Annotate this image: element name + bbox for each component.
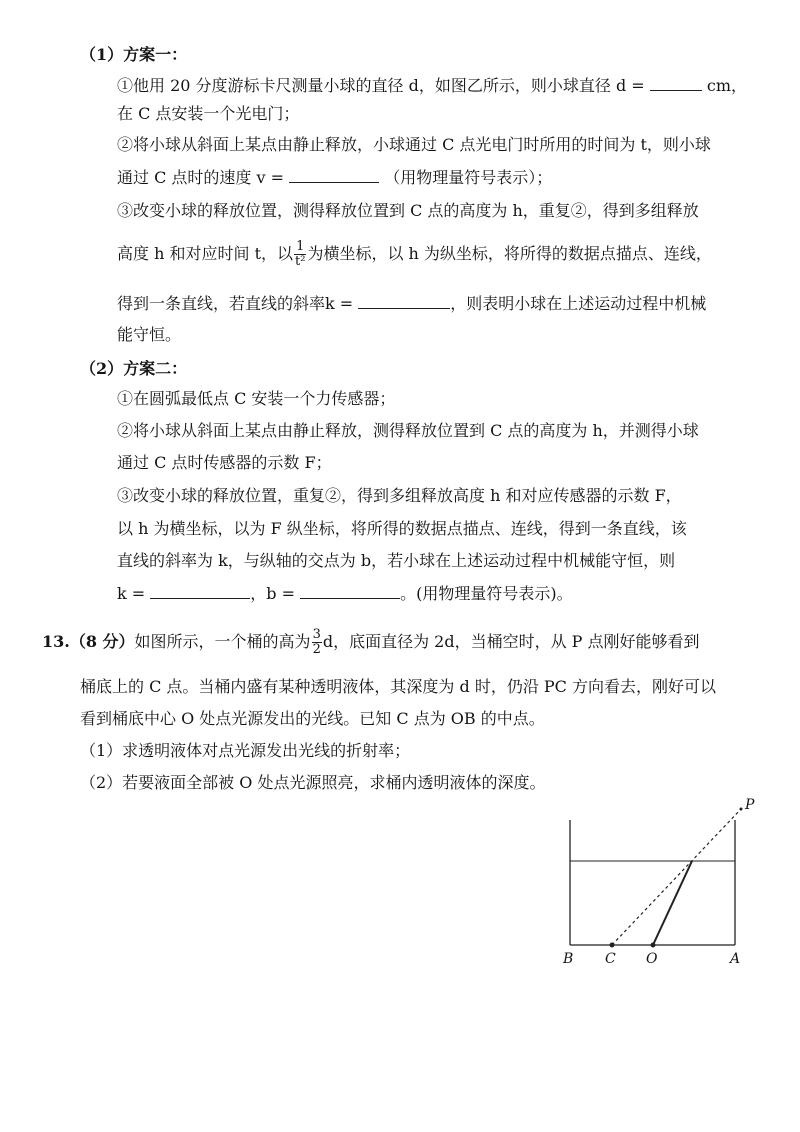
part2-step3-line4: [117, 582, 573, 605]
q13-number: 13.（8 分）: [42, 632, 135, 651]
part1-step3-line1: ③改变小球的释放位置，测得释放位置到 C 点的高度为 h，重复②，得到多组释放: [117, 201, 699, 220]
bucket-figure: [555, 795, 770, 970]
q13-line3: 看到桶底中心 O 处点光源发出的光线。已知 C 点为 OB 的中点。: [80, 709, 545, 728]
part2-note: 。(用物理量符号表示)。: [400, 584, 573, 603]
part2-heading: （2）方案二：: [80, 359, 188, 378]
q13-line1: [42, 628, 700, 657]
answer-blank-b[interactable]: [300, 582, 400, 599]
light-ray-from-o: [653, 861, 692, 945]
part1-step3-line2: [117, 240, 712, 269]
answer-blank-diameter[interactable]: [650, 74, 702, 91]
part1-step3-line3: [117, 292, 706, 315]
q13-text-a: 如图所示，一个桶的高为: [134, 632, 311, 651]
part2-b-label: ，b =: [250, 584, 296, 603]
label-c: C: [605, 951, 616, 967]
part1-step2-line1: ②将小球从斜面上某点由静止释放，小球通过 C 点光电门时所用的时间为 t，则小球: [117, 135, 711, 154]
part2-step3-line1: ③改变小球的释放位置，重复②，得到多组释放高度 h 和对应传感器的示数 F，: [117, 486, 682, 505]
part1-step3-line4: 能守恒。: [117, 325, 182, 344]
label-a: A: [730, 951, 741, 967]
part1-step3-text-a: 高度 h 和对应时间 t，以: [117, 244, 293, 263]
label-b: B: [563, 951, 574, 967]
fraction-three-halves: $\frac{3}{2}$: [312, 627, 321, 657]
part1-step1-line2: 在 C 点安装一个光电门；: [117, 104, 300, 123]
part1-step1-text: ①他用 20 分度游标卡尺测量小球的直径 d，如图乙所示，则小球直径 d =: [117, 76, 645, 95]
part2-step1: ①在圆弧最低点 C 安装一个力传感器；: [117, 389, 396, 408]
point-o-dot: [651, 943, 656, 948]
label-o: O: [646, 951, 658, 967]
fraction-one-over-t-squared: $\frac{1}{\text{t²}}$: [295, 239, 306, 269]
label-p: P: [745, 797, 755, 813]
part1-step2-text: 通过 C 点时的速度 v =: [117, 168, 285, 187]
point-p-dot: [740, 808, 743, 811]
q13-text-b: d，底面直径为 2d，当桶空时，从 P 点刚好能够看到: [322, 632, 700, 651]
part1-step1-line1: [117, 74, 747, 97]
part2-step3-line3: 直线的斜率为 k，与纵轴的交点为 b，若小球在上述运动过程中机械能守恒，则: [117, 551, 676, 570]
part1-step3-text-d: ，则表明小球在上述运动过程中机械: [450, 294, 707, 313]
q13-sub1: （1）求透明液体对点光源发出光线的折射率；: [80, 741, 411, 760]
answer-blank-k[interactable]: [150, 582, 250, 599]
part1-heading: （1）方案一：: [80, 45, 188, 64]
part1-step3-text-b: 为横坐标，以 h 为纵坐标，将所得的数据点描点、连线，: [307, 244, 712, 263]
answer-blank-slope[interactable]: [358, 292, 450, 309]
point-c-dot: [610, 943, 615, 948]
q13-line2: 桶底上的 C 点。当桶内盛有某种透明液体，其深度为 d 时，仍沿 PC 方向看去，刚好可以: [80, 677, 717, 696]
part1-step3-text-c: 得到一条直线，若直线的斜率k =: [117, 294, 354, 313]
part2-step3-line2: 以 h 为横坐标，以为 F 纵坐标，将所得的数据点描点、连线，得到一条直线，该: [117, 519, 687, 538]
part1-step2-note: （用物理量符号表示）；: [384, 168, 553, 187]
answer-blank-velocity[interactable]: [289, 166, 379, 183]
part2-step2-line1: ②将小球从斜面上某点由静止释放，测得释放位置到 C 点的高度为 h，并测得小球: [117, 421, 699, 440]
part2-step2-line2: 通过 C 点时传感器的示数 F；: [117, 453, 332, 472]
part1-step1-unit: cm，: [706, 76, 748, 95]
part1-step2-line2: [117, 166, 552, 189]
q13-sub2: （2）若要液面全部被 O 处点光源照亮，求桶内透明液体的深度。: [80, 773, 546, 792]
sight-line-pc: [612, 809, 741, 945]
part2-k-label: k =: [117, 584, 146, 603]
